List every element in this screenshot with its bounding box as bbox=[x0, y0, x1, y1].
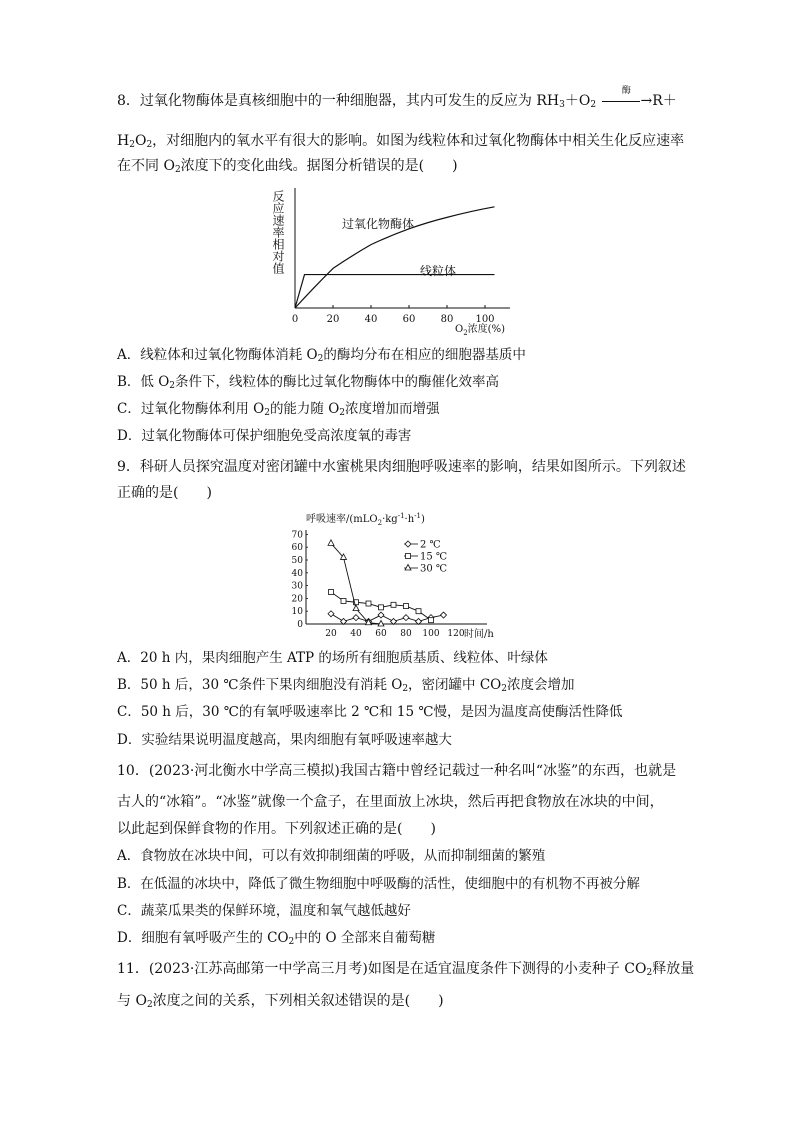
point-marker-square bbox=[341, 598, 346, 603]
point-marker-diamond bbox=[378, 612, 384, 618]
q8-line-2: $H_2O_2$，对细胞内的氧水平有很大的影响。如图为线粒体和过氧化物酶体中相关生化反应速率 bbox=[117, 133, 685, 150]
point-marker-square bbox=[329, 590, 334, 595]
q9-x-tick-label: 40 bbox=[350, 629, 362, 639]
q8-line-3: 在不同 $O_2$浓度下的变化曲线。据图分析错误的是( ) bbox=[117, 158, 458, 175]
q9-x-tick-label: 60 bbox=[375, 629, 387, 639]
q8-option-c[interactable]: C．过氧化物酶体利用 $O_2$的能力随 $O_2$浓度增加而增强 bbox=[117, 401, 440, 418]
q9-y-tick-label: 0 bbox=[297, 620, 303, 630]
legend-label: 15 ℃ bbox=[420, 551, 448, 563]
q8-y-label: 反应速率相对值 bbox=[271, 190, 285, 274]
q9-y-tick-label: 60 bbox=[291, 543, 303, 554]
q11-line-1: 11．(2023·江苏高邮第一中学高三月考)如图是在适宜温度条件下测得的小麦种子 $CO_2$释放量 bbox=[117, 961, 695, 978]
q9-x-tick-label: 120 bbox=[447, 629, 465, 639]
q9-y-tick-label: 40 bbox=[291, 568, 303, 579]
q9-x-tick-label: 20 bbox=[325, 629, 337, 639]
q9-y-tick-label: 50 bbox=[291, 556, 303, 566]
q9-y-label: 呼吸速率$/(mLO_2\cdot kg^{-1}\cdot h^{-1})$ bbox=[306, 512, 425, 527]
point-marker-square bbox=[416, 609, 421, 614]
series-line-mitochondria bbox=[295, 275, 495, 308]
q8-x-tick-label: 100 bbox=[475, 314, 495, 325]
q9-line-1: 9．科研人员探究温度对密闭罐中水蜜桃果肉细胞呼吸速率的影响，结果如图所示。下列叙述 bbox=[117, 459, 686, 475]
point-marker-diamond bbox=[405, 541, 411, 547]
q9-y-tick-label: 30 bbox=[291, 581, 303, 592]
q8-x-tick-label: 20 bbox=[326, 314, 340, 325]
q9-y-tick-label: 10 bbox=[291, 607, 303, 618]
legend-label: 2 ℃ bbox=[420, 539, 441, 551]
series-line-diamond bbox=[331, 614, 444, 622]
q8-x-label: $O_2$浓度(%) bbox=[455, 324, 505, 337]
point-marker-diamond bbox=[353, 615, 359, 621]
q9-x-tick-label: 100 bbox=[422, 629, 440, 639]
q9-option-b[interactable]: B．50 h 后，30 ℃条件下果肉细胞没有消耗 $O_2$，密闭罐中 $CO_2$浓度会增加 bbox=[117, 677, 575, 694]
q8-option-b[interactable]: B．低 $O_2$条件下，线粒体的酶比过氧化物酶体中的酶催化效率高 bbox=[117, 374, 500, 391]
point-marker-triangle bbox=[405, 565, 411, 571]
q10-option-b[interactable]: B．在低温的冰块中，降低了微生物细胞中呼吸酶的活性，使细胞中的有机物不再被分解 bbox=[117, 876, 640, 892]
q8-line-1: 8．过氧化物酶体是真核细胞中的一种细胞器，其内可发生的反应为 $RH_3+O_2$ 酶 →R＋ bbox=[117, 86, 677, 110]
q10-line-3: 以此起到保鲜食物的作用。下列叙述正确的是( ) bbox=[117, 821, 436, 837]
q10-line-2: 古人的“冰箱”。“冰鉴”就像一个盒子，在里面放上冰块，然后再把食物放在冰块的中间， bbox=[117, 794, 664, 810]
q9-chart bbox=[282, 508, 522, 643]
point-marker-triangle bbox=[378, 621, 384, 627]
point-marker-diamond bbox=[328, 611, 334, 617]
q8-x-tick-label: 60 bbox=[402, 314, 416, 325]
q8-x-tick-label: 80 bbox=[440, 314, 454, 325]
q9-option-a[interactable]: A．20 h 内，果肉细胞产生 ATP 的场所有细胞质基质、线粒体、叶绿体 bbox=[117, 650, 548, 666]
q9-x-tick-label: 80 bbox=[400, 629, 412, 639]
q8-chart bbox=[270, 180, 530, 340]
point-marker-triangle bbox=[328, 540, 334, 546]
point-marker-diamond bbox=[441, 612, 447, 618]
q9-x-label: 时间/h bbox=[464, 629, 494, 640]
point-marker-diamond bbox=[403, 615, 409, 621]
point-marker-square bbox=[406, 554, 411, 559]
q8-option-a[interactable]: A．线粒体和过氧化物酶体消耗 $O_2$的酶均分布在相应的细胞器基质中 bbox=[117, 347, 526, 364]
q9-line-2: 正确的是( ) bbox=[117, 485, 212, 501]
point-marker-square bbox=[404, 604, 409, 609]
q11-line-2: 与 $O_2$浓度之间的关系，下列相关叙述错误的是( ) bbox=[117, 993, 444, 1010]
q9-y-tick-label: 70 bbox=[291, 530, 303, 541]
point-marker-square bbox=[391, 602, 396, 607]
q10-line-1: 10．(2023·河北衡水中学高三模拟)我国古籍中曾经记载过一种名叫“冰鉴”的东西，也就是 bbox=[117, 763, 677, 779]
q10-option-a[interactable]: A．食物放在冰块中间，可以有效抑制细菌的呼吸，从而抑制细菌的繁殖 bbox=[117, 848, 546, 864]
legend-label: 30 ℃ bbox=[420, 563, 448, 575]
point-marker-square bbox=[379, 605, 384, 610]
q9-y-tick-label: 20 bbox=[291, 594, 303, 605]
point-marker-square bbox=[366, 601, 371, 606]
q10-option-d[interactable]: D．细胞有氧呼吸产生的 $CO_2$中的 O 全部来自葡萄糖 bbox=[117, 930, 436, 947]
series-label-mitochondria: 线粒体 bbox=[420, 264, 457, 278]
q9-option-c[interactable]: C．50 h 后，30 ℃的有氧呼吸速率比 2 ℃和 15 ℃慢，是因为温度高使酶活性降低 bbox=[117, 704, 623, 720]
q8-option-d[interactable]: D．过氧化物酶体可保护细胞免受高浓度氧的毒害 bbox=[117, 428, 412, 444]
point-marker-square bbox=[429, 618, 434, 623]
point-marker-triangle bbox=[353, 605, 359, 611]
series-line-triangle bbox=[331, 543, 381, 624]
q9-option-d[interactable]: D．实验结果说明温度越高，果肉细胞有氧呼吸速率越大 bbox=[117, 732, 452, 748]
q8-x-tick-label: 0 bbox=[291, 314, 299, 325]
q8-x-tick-label: 40 bbox=[364, 314, 378, 325]
series-label-peroxisome: 过氧化物酶体 bbox=[342, 217, 415, 231]
catalyst-arrow: 酶 → bbox=[601, 91, 653, 111]
q10-option-c[interactable]: C．蔬菜瓜果类的保鲜环境，温度和氧气越低越好 bbox=[117, 903, 411, 919]
